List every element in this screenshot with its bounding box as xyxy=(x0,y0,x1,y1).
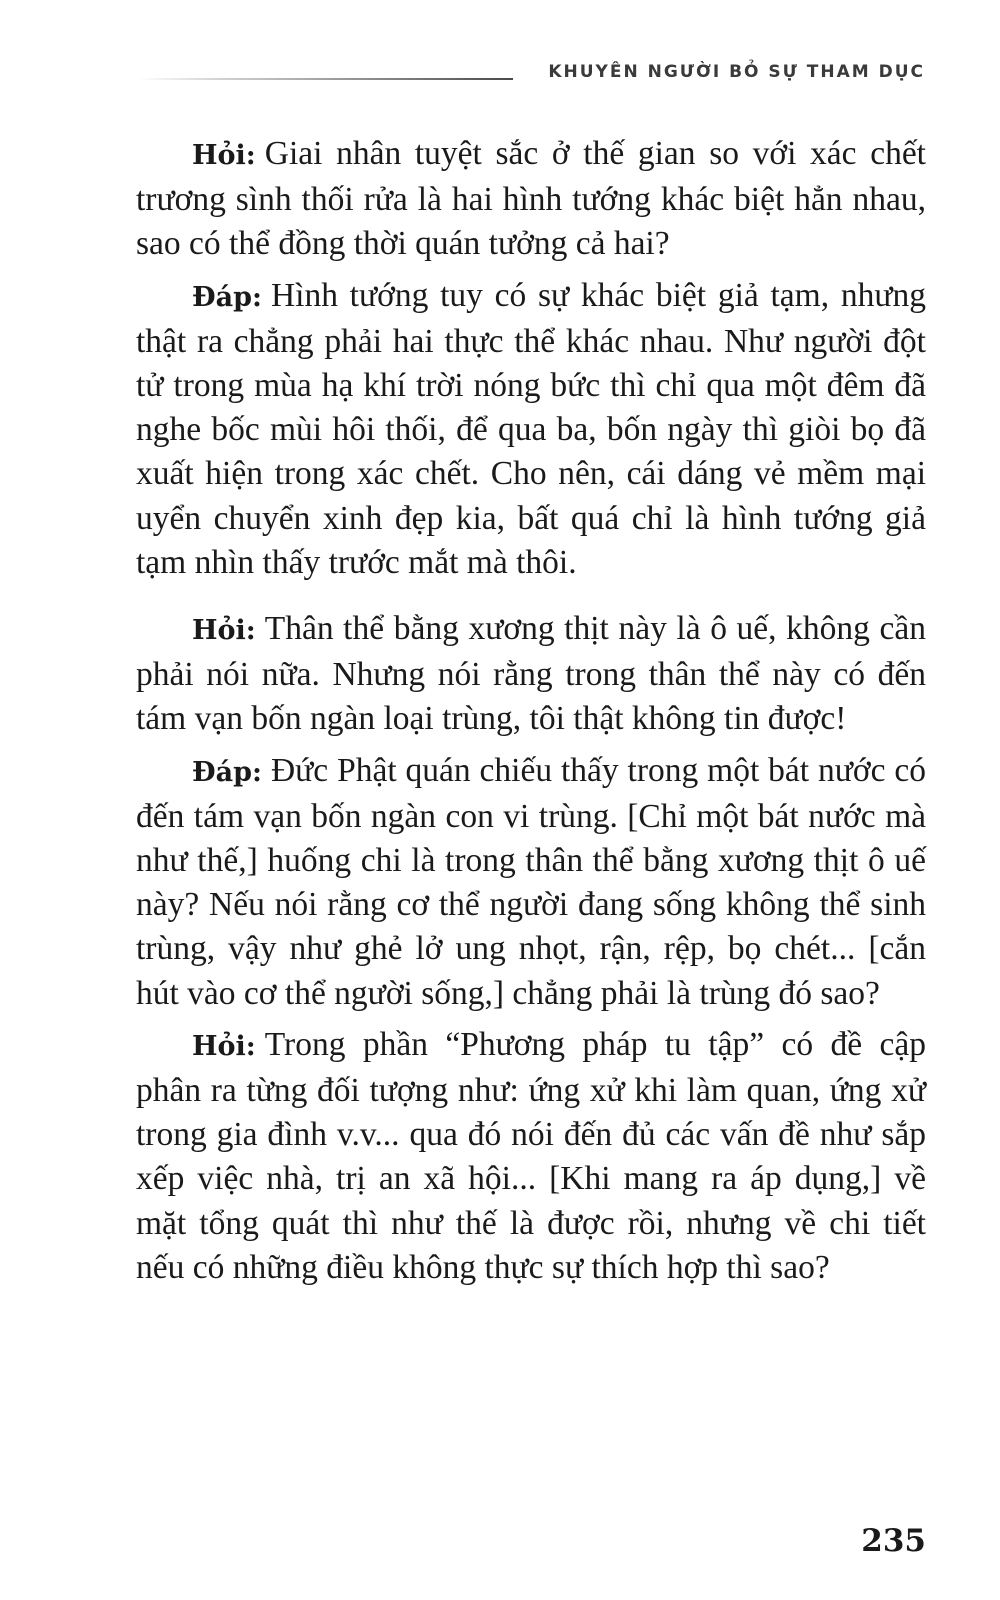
answer-paragraph-1 xyxy=(136,274,926,585)
paragraph-text: Thân thể bằng xương thịt này là ô uế, không cần phải nói nữa. Nhưng nói rằng trong thân thể này có đến tám vạn bốn ngàn loại trùng, tôi thật không tin được! xyxy=(136,610,926,738)
running-title: KHUYÊN NGƯỜI BỎ SỰ THAM DỤC xyxy=(548,62,925,82)
question-paragraph-2 xyxy=(136,607,926,742)
paragraph-text: Đức Phật quán chiếu thấy trong một bát nước có đến tám vạn bốn ngàn con vi trùng. [Chỉ một bát nước mà như thế,] huống chi là trong thân thể bằng xương thịt ô uế này? Nếu nói rằng cơ thể người đang sống không thể sinh trùng, vậy như ghẻ lở ung nhọt, rận, rệp, bọ chét... [cắn hút vào cơ thể người sống,] chẳng phải là trùng đó sao? xyxy=(136,751,926,1012)
header-rule xyxy=(138,78,513,80)
question-label: Hỏi: xyxy=(192,615,256,647)
answer-label: Đáp: xyxy=(192,756,262,788)
question-paragraph-1 xyxy=(136,132,926,267)
paragraph-text: Hình tướng tuy có sự khác biệt giả tạm, nhưng thật ra chẳng phải hai thực thể khác nhau. Như người đột tử trong mùa hạ khí trời nóng bức thì chỉ qua một đêm đã nghe bốc mùi hôi thối, để qua ba, bốn ngày thì giòi bọ đã xuất hiện trong xác chết. Cho nên, cái dáng vẻ mềm mại uyển chuyển xinh đẹp kia, bất quá chỉ là hình tướng giả tạm nhìn thấy trước mắt mà thôi. xyxy=(136,276,926,581)
page-header xyxy=(0,0,1000,100)
paragraph-text: Trong phần “Phương pháp tu tập” có đề cập phân ra từng đối tượng như: ứng xử khi làm quan, ứng xử trong gia đình v.v... qua đó nói đến đủ các vấn đề như sắp xếp việc nhà, trị an xã hội... [Khi mang ra áp dụng,] về mặt tổng quát thì như thế là được rồi, nhưng về chi tiết nếu có những điều không thực sự thích hợp thì sao? xyxy=(136,1025,926,1286)
question-label: Hỏi: xyxy=(192,140,256,171)
answer-paragraph-2 xyxy=(136,749,926,1016)
answer-label: Đáp: xyxy=(192,281,262,313)
question-label: Hỏi: xyxy=(192,1030,256,1062)
body-text xyxy=(136,132,926,1290)
question-paragraph-3 xyxy=(136,1023,926,1290)
paragraph-text: Giai nhân tuyệt sắc ở thế gian so với xác chết trương sình thối rửa là hai hình tướng khác biệt hẳn nhau, sao có thể đồng thời quán tưởng cả hai? xyxy=(136,135,926,263)
page-number: 235 xyxy=(861,1523,926,1559)
